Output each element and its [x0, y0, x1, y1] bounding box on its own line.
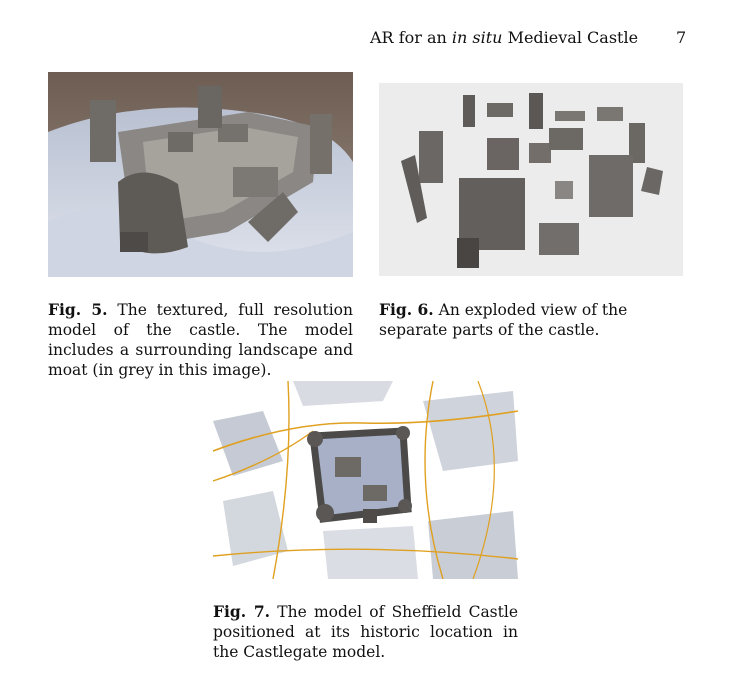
figure-5-label: Fig. 5.: [48, 300, 108, 319]
figure-6-caption: [379, 300, 683, 340]
header-title-suffix: Medieval Castle: [502, 28, 639, 47]
header-title-italic: in situ: [451, 28, 503, 47]
running-header-title: [370, 28, 638, 47]
figure-5-caption-text: The textured, full resolution model of the castle. The model includes a surrounding landscape and moat (in grey in this image).: [48, 301, 353, 379]
figure-7-caption-text: The model of Sheffield Castle positioned at its historic location in the Castlegate model.: [213, 603, 518, 661]
figure-6-label: Fig. 6.: [379, 300, 434, 319]
header-title-prefix: AR for an: [370, 28, 452, 47]
figure-7-castlegate-map-image: [213, 381, 518, 579]
page-number: 7: [676, 28, 687, 47]
figure-6-exploded-view-image: [379, 83, 683, 276]
figure-5-caption: [48, 300, 353, 380]
figure-7-caption: [213, 602, 518, 662]
figure-6-caption-text: An exploded view of the separate parts of the castle.: [379, 301, 628, 339]
figure-5-castle-model-image: [48, 72, 353, 277]
figure-7-label: Fig. 7.: [213, 602, 271, 621]
